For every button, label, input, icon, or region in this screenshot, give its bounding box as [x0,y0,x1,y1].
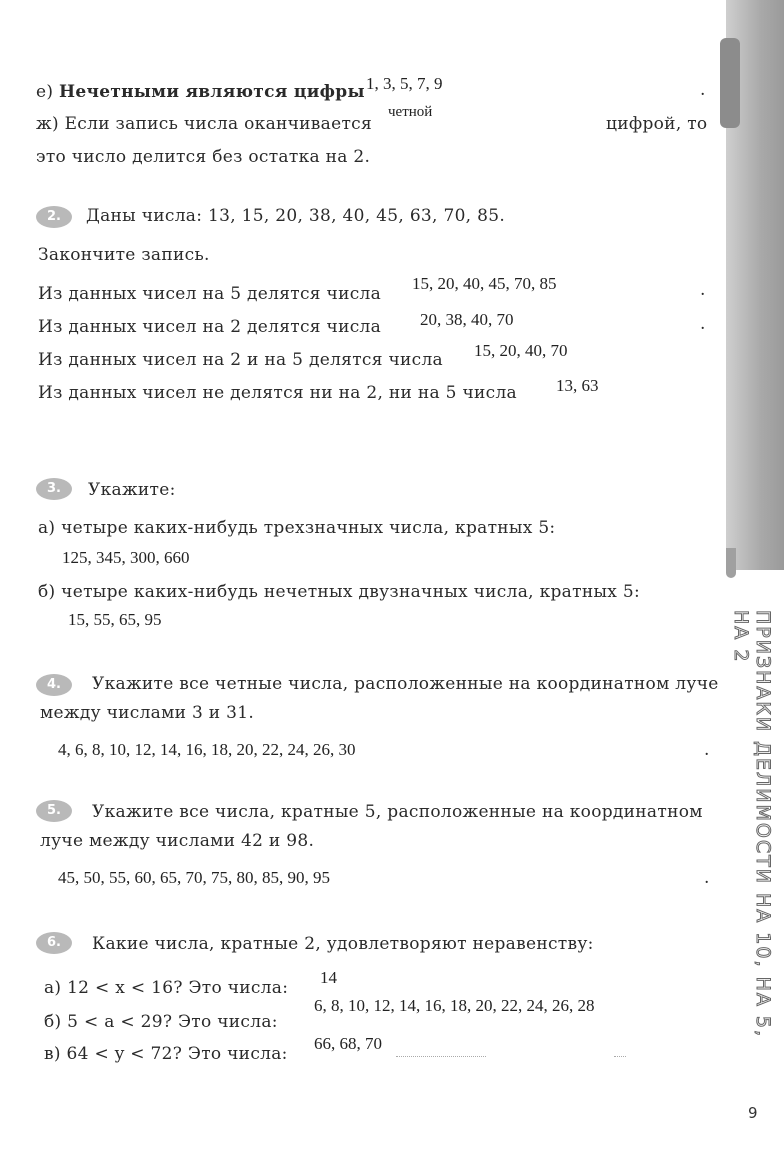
task5-line2: луче между числами 42 и 98. [40,831,315,851]
task-badge-3: 3. [36,478,72,500]
task2-row-label: Из данных чисел на 2 и на 5 делятся числа [38,350,443,370]
answer-line [396,1056,486,1057]
task6-b-label: б) 5 < a < 29? Это числа: [44,1012,278,1032]
task4-line2: между числами 3 и 31. [40,703,255,723]
item-e [36,82,365,102]
task-badge-2: 2. [36,206,72,228]
item-e-prefix: е) [36,82,59,102]
task-badge-4: 4. [36,674,72,696]
period: . [700,280,706,300]
task4-answer: 4, 6, 8, 10, 12, 14, 16, 18, 20, 22, 24, 26, 30 [58,740,356,759]
period: . [700,80,706,100]
task2-row-answer: 15, 20, 40, 45, 70, 85 [412,274,557,293]
task6-c-answer: 66, 68, 70 [314,1034,382,1053]
task4-line1: Укажите все четные числа, расположенные на координатном луче [92,674,719,694]
task3-b-label: б) четыре каких-нибудь нечетных двузначных числа, кратных 5: [38,582,641,602]
task6-title: Какие числа, кратные 2, удовлетворяют неравенству: [92,934,594,954]
period: . [704,740,710,760]
item-zh-answer: четной [388,104,433,120]
task6-c-label: в) 64 < y < 72? Это числа: [44,1044,288,1064]
task2-instruction: Закончите запись. [38,245,210,265]
task5-line1: Укажите все числа, кратные 5, расположенные на координатном [92,802,703,822]
sidebar-tab-notch [720,38,740,128]
chapter-title-vertical: ПРИЗНАКИ ДЕЛИМОСТИ НА 10, НА 5, НА 2 [730,610,774,1039]
task2-intro: Даны числа: 13, 15, 20, 38, 40, 45, 63, 70, 85. [86,206,506,226]
task6-b-answer: 6, 8, 10, 12, 14, 16, 18, 20, 22, 24, 26, 28 [314,996,595,1015]
task2-row-answer: 13, 63 [556,376,599,395]
task-badge-5: 5. [36,800,72,822]
task3-a-label: а) четыре каких-нибудь трехзначных числа, кратных 5: [38,518,556,538]
task3-a-answer: 125, 345, 300, 660 [62,548,190,567]
task2-row-answer: 20, 38, 40, 70 [420,310,514,329]
answer-line [614,1056,626,1057]
task6-a-label: а) 12 < x < 16? Это числа: [44,978,289,998]
task5-answer: 45, 50, 55, 60, 65, 70, 75, 80, 85, 90, 95 [58,868,330,887]
task3-title: Укажите: [88,480,176,500]
task2-row-label: Из данных чисел на 5 делятся числа [38,284,382,304]
task2-row-label: Из данных чисел на 2 делятся числа [38,317,382,337]
page-number: 9 [748,1104,758,1122]
item-zh-text: ж) Если запись числа оканчивается [36,114,373,134]
item-e-bold: Нечетными являются цифры [59,82,365,102]
task-badge-6: 6. [36,932,72,954]
period: . [704,868,710,888]
task3-b-answer: 15, 55, 65, 95 [68,610,162,629]
period: . [700,314,706,334]
item-zh-line2: это число делится без остатка на 2. [36,147,371,167]
item-zh-tail: цифрой, то [606,114,708,134]
task2-row-label: Из данных чисел не делятся ни на 2, ни на 5 числа [38,383,517,403]
item-e-answer: 1, 3, 5, 7, 9 [366,74,443,93]
sidebar-tab-end [726,548,736,578]
task2-row-answer: 15, 20, 40, 70 [474,341,568,360]
task6-a-answer: 14 [320,968,337,987]
